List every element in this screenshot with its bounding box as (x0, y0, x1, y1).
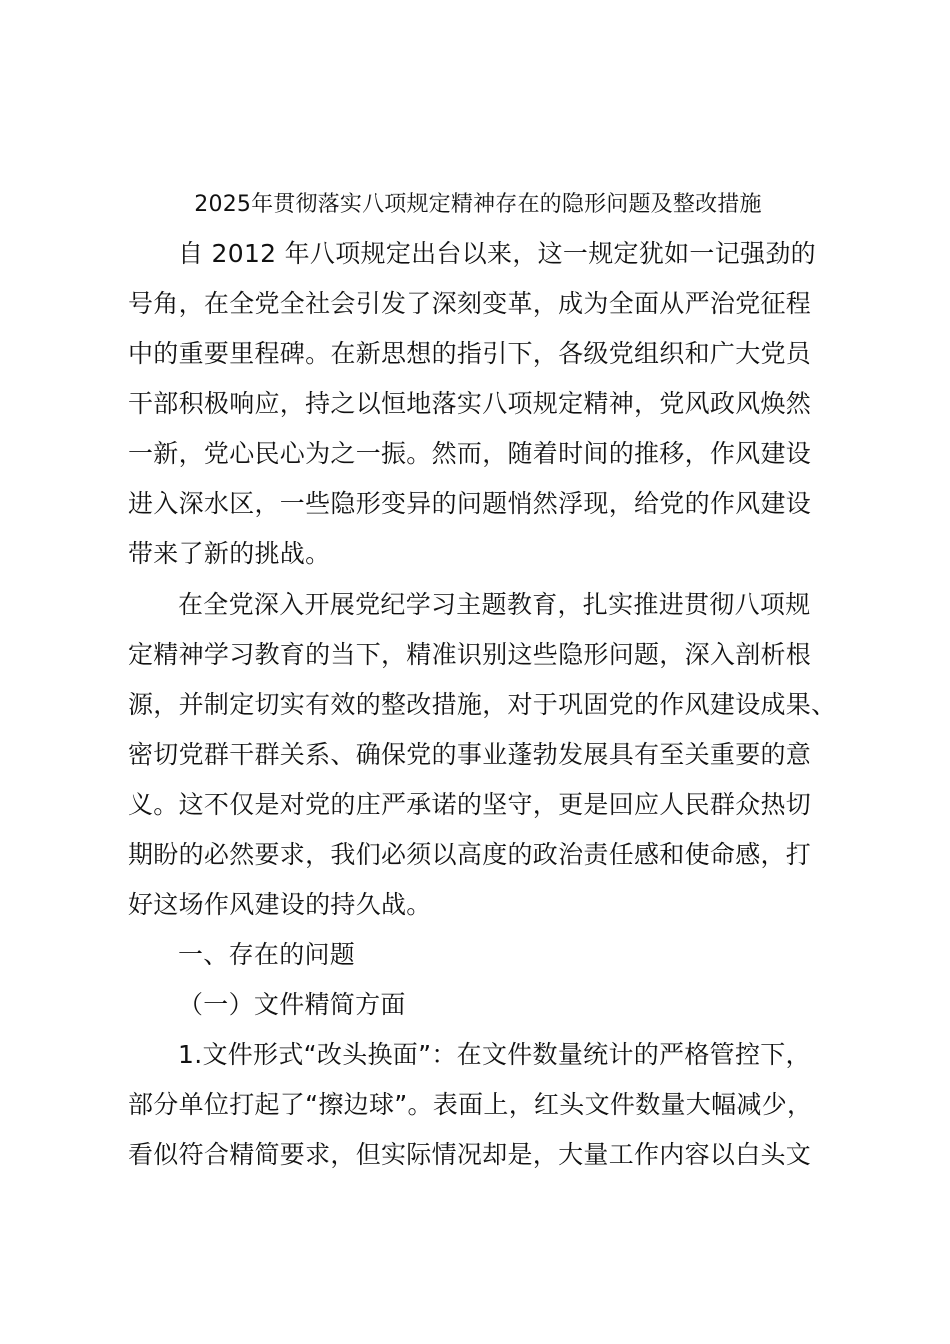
paragraph-line: 进入深水区，一些隐形变异的问题悄然浮现，给党的作风建设 (128, 489, 812, 518)
subsection-heading: （一）文件精简方面 (178, 990, 406, 1019)
paragraph-line: 部分单位打起了“擦边球”。表面上，红头文件数量大幅减少， (128, 1090, 813, 1119)
paragraph-line: 义。这不仅是对党的庄严承诺的坚守，更是回应人民群众热切 (128, 790, 812, 819)
paragraph-line: 定精神学习教育的当下，精准识别这些隐形问题，深入剖析根 (128, 640, 812, 669)
paragraph-line: 干部积极响应，持之以恒地落实八项规定精神，党风政风焕然 (128, 389, 812, 418)
paragraph-line: 期盼的必然要求，我们必须以高度的政治责任感和使命感，打 (128, 840, 812, 869)
paragraph-line: 中的重要里程碑。在新思想的指引下，各级党组织和广大党员 (128, 339, 812, 368)
paragraph-line: 看似符合精简要求，但实际情况却是，大量工作内容以白头文 (128, 1140, 812, 1169)
paragraph-line: 号角，在全党全社会引发了深刻变革，成为全面从严治党征程 (128, 289, 812, 318)
paragraph-line: 源，并制定切实有效的整改措施，对于巩固党的作风建设成果、 (128, 690, 837, 719)
paragraph-line: 好这场作风建设的持久战。 (128, 890, 432, 919)
document-title: 2025年贯彻落实八项规定精神存在的隐形问题及整改措施 (194, 192, 762, 217)
paragraph-line: 一新，党心民心为之一振。然而，随着时间的推移，作风建设 (128, 439, 812, 468)
section-heading: 一、存在的问题 (178, 940, 356, 969)
paragraph-line: 1.文件形式“改头换面”：在文件数量统计的严格管控下， (178, 1040, 811, 1069)
paragraph-line: 自 2012 年八项规定出台以来，这一规定犹如一记强劲的 (178, 239, 816, 268)
paragraph-line: 密切党群干群关系、确保党的事业蓬勃发展具有至关重要的意 (128, 740, 812, 769)
paragraph-line: 带来了新的挑战。 (128, 539, 331, 568)
paragraph-line: 在全党深入开展党纪学习主题教育，扎实推进贯彻八项规 (178, 590, 811, 619)
